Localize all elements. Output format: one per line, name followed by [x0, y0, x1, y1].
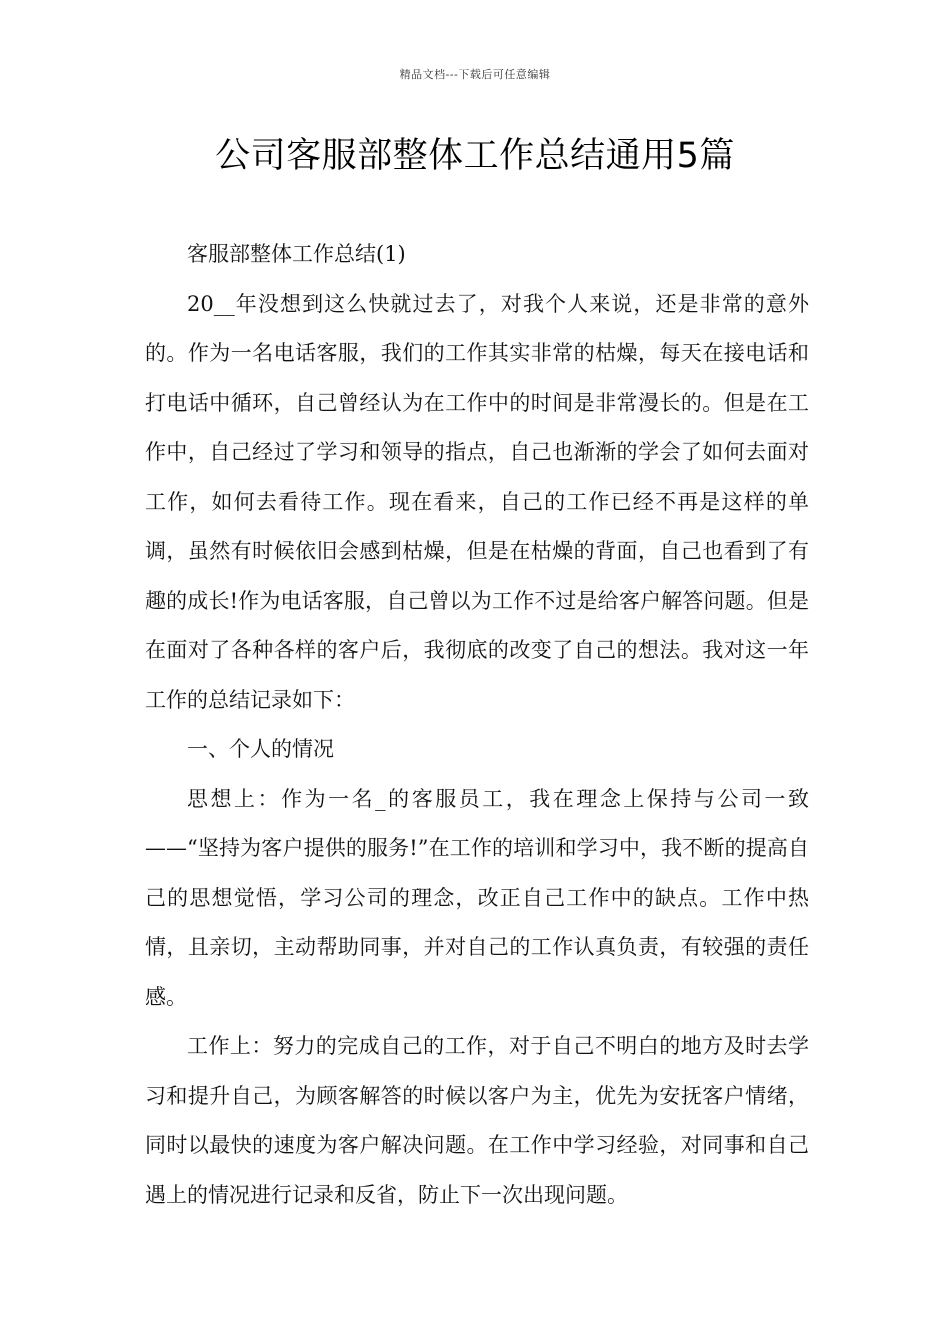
body-paragraph-work: 工作上：努力的完成自己的工作，对于自己不明白的地方及时去学习和提升自己，为顾客解答的时候以客户为主，优先为安抚客户情绪，同时以最快的速度为客户解决问题。在工作中学习经验，对同事和自己遇上的情况进行记录和反省，防止下一次出现问题。: [145, 1034, 809, 1207]
section-heading-personal: 一、个人的情况: [187, 737, 334, 761]
body-paragraph-intro: 20__年没想到这么快就过去了，对我个人来说，还是非常的意外的。作为一名电话客服，我们的工作其实非常的枯燥，每天在接电话和打电话中循环，自己曾经认为在工作中的时间是非常漫长的。但是在工作中，自己经过了学习和领导的指点，自己也渐渐的学会了如何去面对工作，如何去看待工作。现在看来，自己的工作已经不再是这样的单调，虽然有时候依旧会感到枯燥，但是在枯燥的背面，自己也看到了有趣的成长!作为电话客服，自己曾以为工作不过是给客户解答问题。但是在面对了各种各样的客户后，我彻底的改变了自己的想法。我对这一年工作的总结记录如下：: [145, 291, 809, 712]
page-header-note: 精品文档---下载后可任意编辑: [399, 68, 551, 81]
document-body: [145, 230, 809, 1220]
document-title: 公司客服部整体工作总结通用5篇: [215, 136, 735, 176]
body-paragraph-thought: 思想上：作为一名_的客服员工，我在理念上保持与公司一致——“坚持为客户提供的服务!”在工作的培训和学习中，我不断的提高自己的思想觉悟，学习公司的理念，改正自己工作中的缺点。工作中热情，且亲切，主动帮助同事，并对自己的工作认真负责，有较强的责任感。: [145, 786, 809, 1009]
section-heading-summary-1: 客服部整体工作总结(1): [187, 242, 406, 266]
